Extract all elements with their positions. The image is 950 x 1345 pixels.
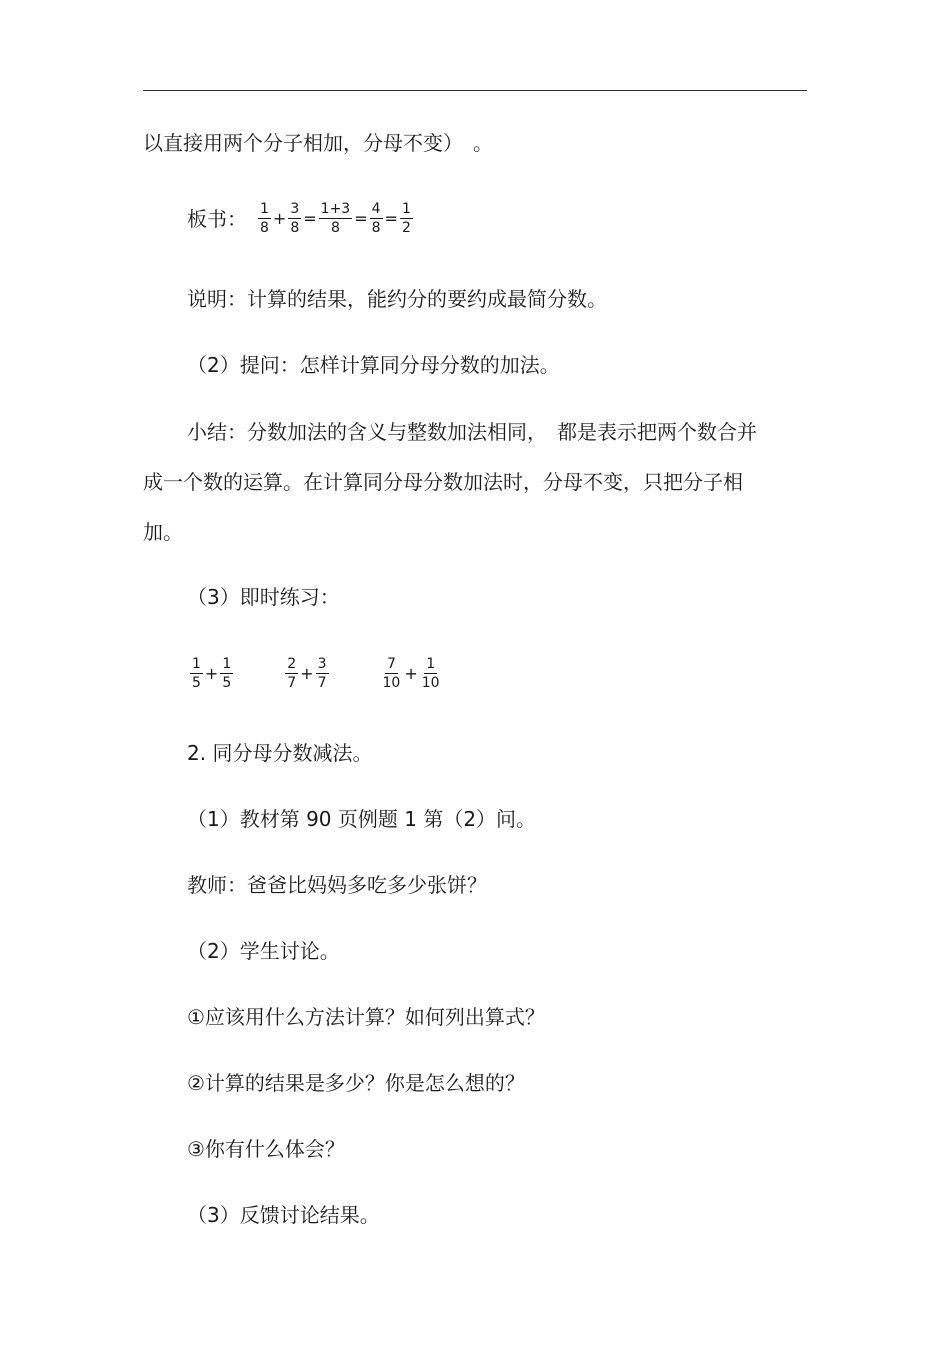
summary-paragraph <box>143 407 807 557</box>
fraction: $\frac{7}{10}$ <box>382 656 401 691</box>
board-formula <box>187 200 414 237</box>
practice-formulas <box>189 655 443 692</box>
header-rule <box>143 90 807 91</box>
section-2-heading: 2. 同分母分数减法。 <box>187 741 373 765</box>
discussion-2: ②计算的结果是多少？你是怎么想的？ <box>187 1071 525 1095</box>
discussion-3: ③你有什么体会？ <box>187 1137 345 1161</box>
text-explain: 说明：计算的结果，能约分的要约成最简分数。 <box>187 287 607 311</box>
summary-line-3: 加。 <box>143 520 183 544</box>
plus-sign: + <box>204 664 219 683</box>
equals-sign: = <box>384 209 398 228</box>
fraction: $\frac{1}{10}$ <box>421 656 440 691</box>
fraction: $\frac{3}{8}$ <box>290 201 300 236</box>
summary-line-2: 成一个数的运算。在计算同分母分数加法时，分母不变，只把分子相 <box>143 470 743 494</box>
section-2-item-1: （1）教材第 90 页例题 1 第（2）问。 <box>187 807 537 831</box>
text-teacher: 教师：爸爸比妈妈多吃多少张饼？ <box>187 873 487 897</box>
equals-sign: = <box>354 209 368 228</box>
text-question-3: （3）即时练习： <box>187 585 340 609</box>
fraction: $\frac{3}{7}$ <box>317 656 327 691</box>
fraction: $\frac{1}{5}$ <box>192 656 201 691</box>
section-2-item-3: （3）反馈讨论结果。 <box>187 1203 380 1227</box>
summary-line-1: 小结：分数加法的含义与整数加法相同， 都是表示把两个数合并 <box>187 420 757 444</box>
fraction: $\frac{2}{7}$ <box>287 656 297 691</box>
fraction: $\frac{4}{8}$ <box>371 201 381 236</box>
text-line-1: 以直接用两个分子相加，分母不变） 。 <box>143 131 493 155</box>
fraction: $\frac{1+3}{8}$ <box>320 201 351 236</box>
text-question-2: （2）提问：怎样计算同分母分数的加法。 <box>187 353 560 377</box>
fraction: $\frac{1}{8}$ <box>260 201 269 236</box>
plus-sign: + <box>272 209 287 228</box>
section-2-item-2: （2）学生讨论。 <box>187 939 340 963</box>
discussion-1: ①应该用什么方法计算？如何列出算式？ <box>187 1005 545 1029</box>
fraction: $\frac{1}{5}$ <box>222 656 232 691</box>
plus-sign: + <box>404 664 418 683</box>
plus-sign: + <box>300 664 314 683</box>
fraction: $\frac{1}{2}$ <box>401 201 411 236</box>
board-label: 板书： <box>187 206 247 231</box>
equals-sign: = <box>303 209 317 228</box>
